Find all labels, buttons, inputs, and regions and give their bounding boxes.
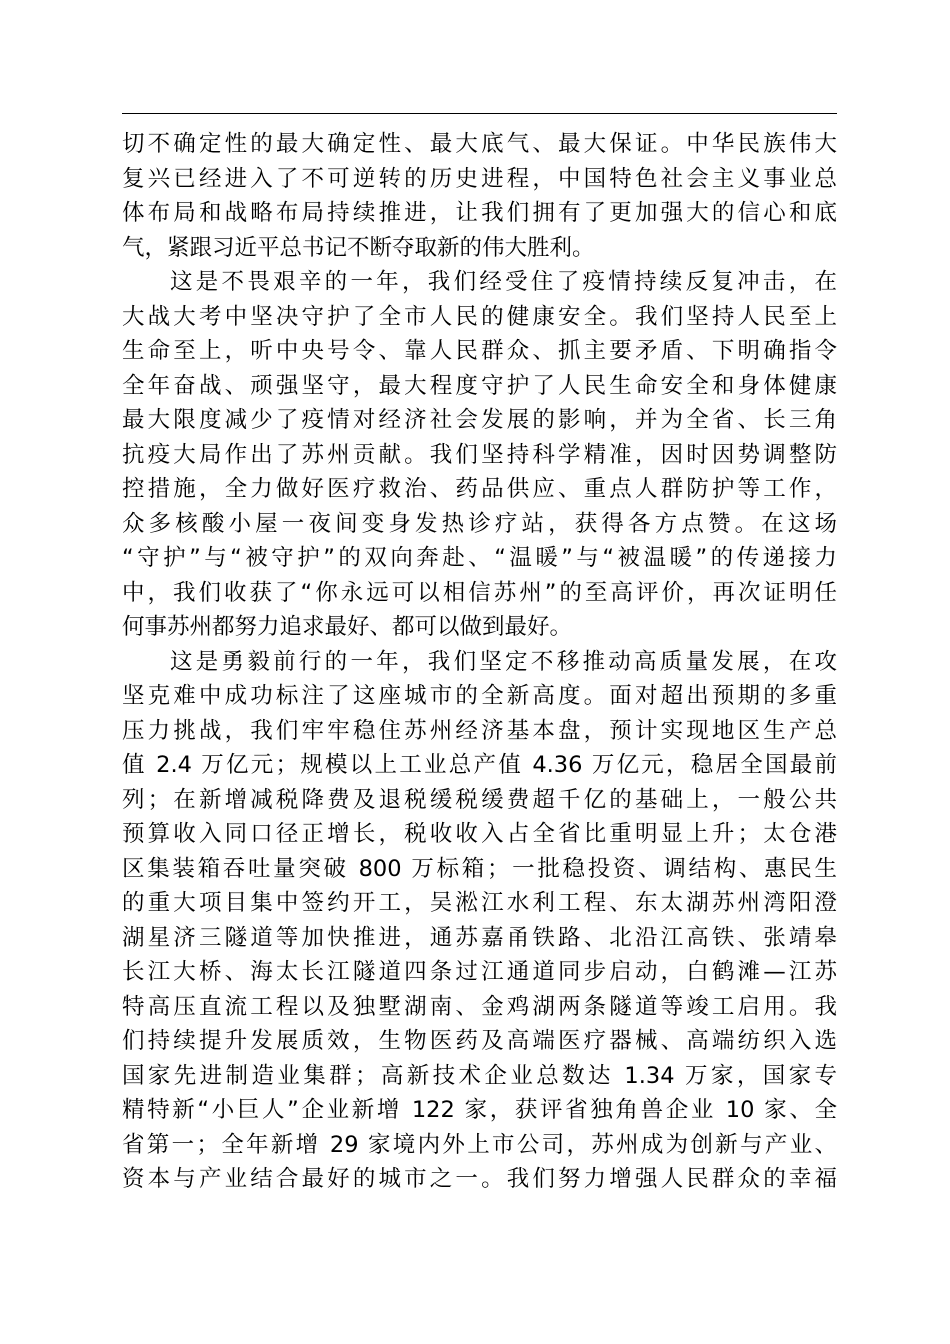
paragraph-3-line-13: 国家先进制造业集群；高新技术企业总数达 1.34 万家，国家专	[122, 1062, 837, 1089]
paragraph-1-line-2: 复兴已经进入了不可逆转的历史进程，中国特色社会主义事业总	[122, 165, 837, 192]
paragraph-2-line-5: 最大限度减少了疫情对经济社会发展的影响，并为全省、长三角	[122, 407, 837, 433]
paragraph-2-line-2: 大战大考中坚决守护了全市人民的健康安全。我们坚持人民至上	[122, 303, 837, 330]
paragraph-2-line-6: 抗疫大局作出了苏州贡献。我们坚持科学精准，因时因势调整防	[122, 441, 837, 468]
paragraph-3-line-9: 湖星济三隧道等加快推进，通苏嘉甬铁路、北沿江高铁、张靖皋	[122, 924, 837, 951]
paragraph-1-line-4: 气，紧跟习近平总书记不断夺取新的伟大胜利。	[122, 234, 595, 261]
paragraph-3-line-3: 压力挑战，我们牢牢稳住苏州经济基本盘，预计实现地区生产总	[122, 717, 837, 744]
paragraph-3-line-10: 长江大桥、海太长江隧道四条过江通道同步启动，白鹤滩—江苏	[122, 959, 837, 985]
paragraph-3-line-7: 区集装箱吞吐量突破 800 万标箱；一批稳投资、调结构、惠民生	[122, 855, 837, 882]
paragraph-3-line-12: 们持续提升发展质效，生物医药及高端医疗器械、高端纺织入选	[122, 1028, 837, 1054]
paragraph-3-line-6: 预算收入同口径正增长，税收收入占全省比重明显上升；太仓港	[122, 821, 837, 847]
paragraph-2-line-10: 中，我们收获了“你永远可以相信苏州”的至高评价，再次证明任	[122, 579, 837, 606]
paragraph-3-line-15: 省第一；全年新增 29 家境内外上市公司，苏州成为创新与产业、	[122, 1131, 837, 1158]
paragraph-2-line-7: 控措施，全力做好医疗救治、药品供应、重点人群防护等工作，	[122, 476, 837, 502]
paragraph-2-line-1: 这是不畏艰辛的一年，我们经受住了疫情持续反复冲击，在	[170, 269, 837, 295]
paragraph-2-line-11: 何事苏州都努力追求最好、都可以做到最好。	[122, 614, 573, 640]
paragraph-2-line-3: 生命至上，听中央号令、靠人民群众、抓主要矛盾、下明确指令	[122, 338, 837, 364]
paragraph-2-line-9: “守护”与“被守护”的双向奔赴、“温暖”与“被温暖”的传递接力	[122, 545, 837, 571]
paragraph-1-line-3: 体布局和战略布局持续推进，让我们拥有了更加强大的信心和底	[122, 200, 837, 226]
paragraph-3-line-8: 的重大项目集中签约开工，吴淞江水利工程、东太湖苏州湾阳澄	[122, 890, 837, 916]
header-rule	[122, 113, 837, 114]
paragraph-1-line-1: 切不确定性的最大确定性、最大底气、最大保证。中华民族伟大	[122, 131, 837, 157]
paragraph-3-line-4: 值 2.4 万亿元；规模以上工业总产值 4.36 万亿元，稳居全国最前	[122, 752, 837, 778]
paragraph-2-line-4: 全年奋战、顽强坚守，最大程度守护了人民生命安全和身体健康	[122, 372, 837, 399]
paragraph-3-line-11: 特高压直流工程以及独墅湖南、金鸡湖两条隧道等竣工启用。我	[122, 993, 837, 1020]
paragraph-2-line-8: 众多核酸小屋一夜间变身发热诊疗站，获得各方点赞。在这场	[122, 510, 837, 537]
paragraph-3-line-14: 精特新“小巨人”企业新增 122 家，获评省独角兽企业 10 家、全	[122, 1097, 837, 1123]
paragraph-3-line-1: 这是勇毅前行的一年，我们坚定不移推动高质量发展，在攻	[170, 648, 837, 675]
paragraph-3-line-16: 资本与产业结合最好的城市之一。我们努力增强人民群众的幸福	[122, 1166, 837, 1192]
paragraph-3-line-2: 坚克难中成功标注了这座城市的全新高度。面对超出预期的多重	[122, 683, 837, 709]
document-body	[122, 127, 837, 1197]
paragraph-3-line-5: 列；在新增减税降费及退税缓税缓费超千亿的基础上，一般公共	[122, 786, 837, 813]
